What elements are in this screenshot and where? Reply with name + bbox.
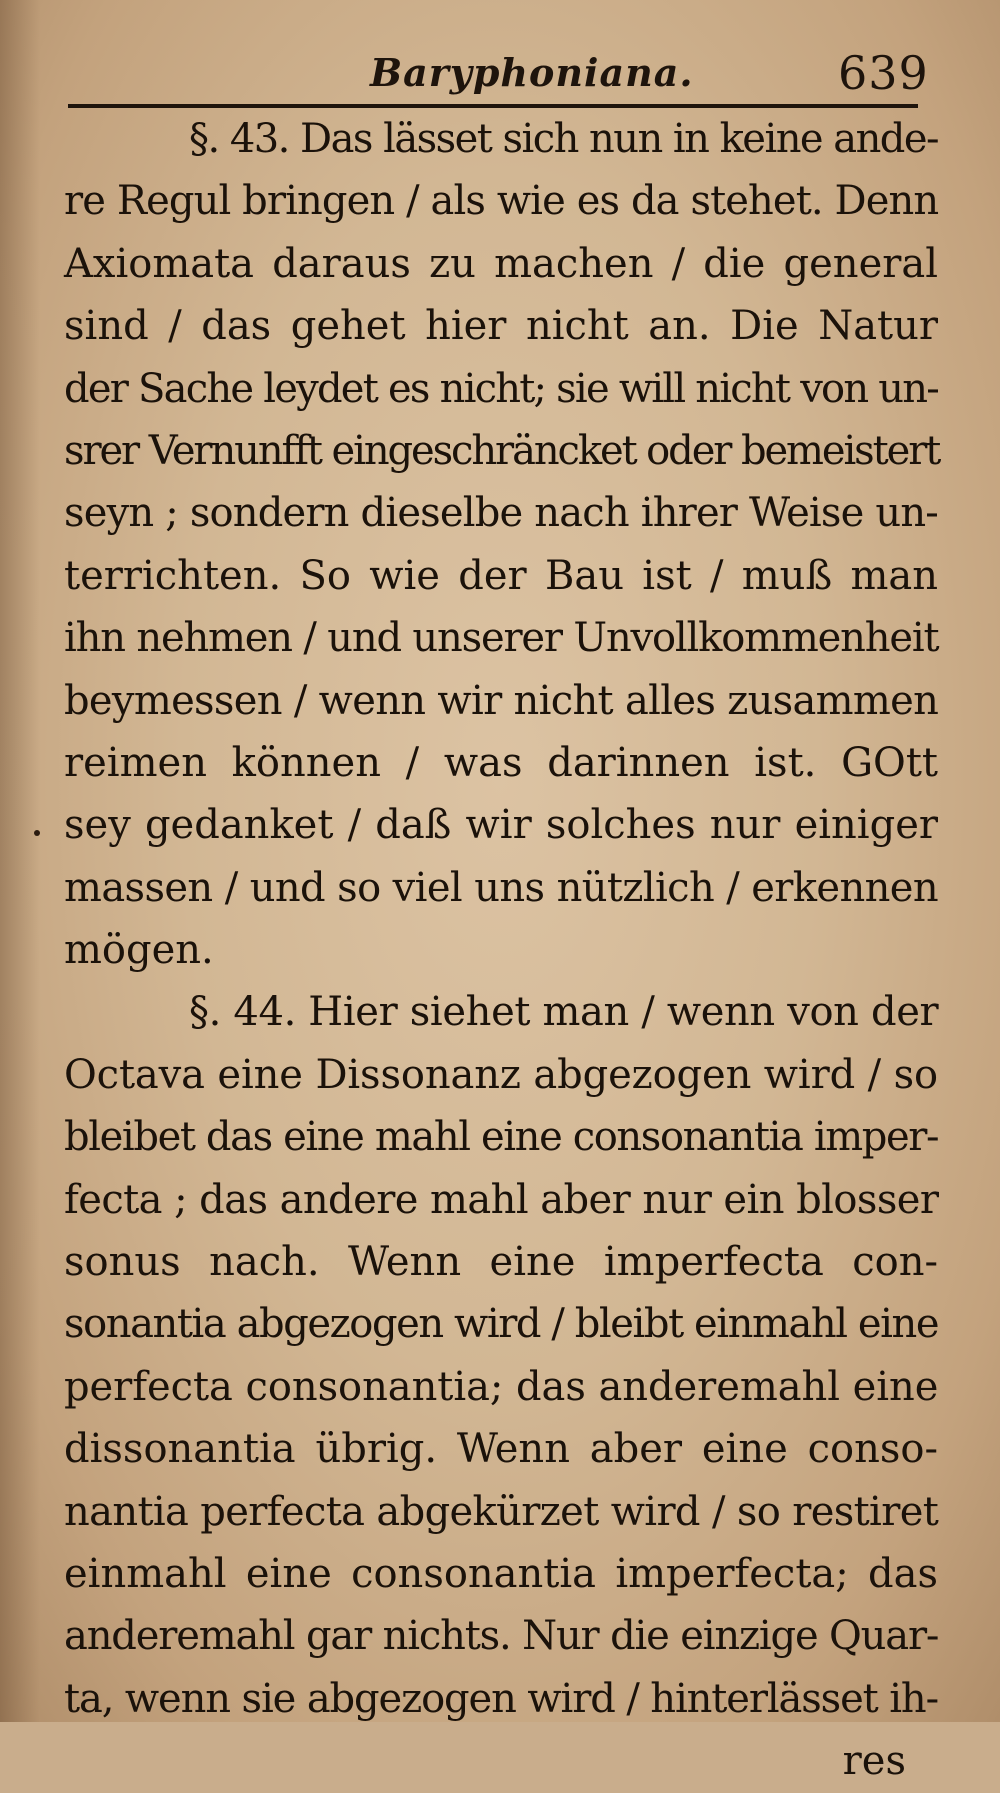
running-title: Baryphoniana.	[370, 50, 694, 95]
text-line: terrichten. So wie der Bau ist / muß man	[64, 552, 938, 599]
text-line: mögen.	[64, 927, 214, 974]
body-text	[64, 108, 938, 1793]
text-line: Axiomata daraus zu machen / die general	[64, 240, 938, 287]
text-line: perfecta consonantia; das anderemahl eine	[64, 1363, 939, 1410]
text-line: dissonantia übrig. Wenn aber eine conso-	[64, 1426, 938, 1473]
text-line: reimen können / was darinnen ist. GOtt	[64, 739, 938, 786]
text-line: sonantia abgezogen wird / bleibt einmahl eine	[64, 1301, 939, 1348]
text-line: sonus nach. Wenn eine imperfecta con-	[64, 1239, 938, 1286]
text-line: §. 44. Hier siehet man / wenn von der	[189, 989, 939, 1036]
text-line: beymessen / wenn wir nicht alles zusammen	[64, 677, 939, 724]
ink-speck	[34, 830, 40, 836]
text-line: ihn nehmen / und unserer Unvollkommenheit	[64, 615, 939, 662]
text-line: ta, wenn sie abgezogen wird / hinterlässet ih-	[64, 1675, 938, 1722]
text-line: sey gedanket / daß wir solches nur einiger	[64, 802, 938, 849]
text-line: bleibet das eine mahl eine consonantia imper-	[64, 1114, 939, 1161]
text-line: anderemahl gar nichts. Nur die einzige Quar-	[64, 1613, 939, 1660]
running-head	[0, 42, 1000, 112]
text-line: der Sache leydet es nicht; sie will nicht von un-	[64, 365, 938, 412]
gutter-shadow	[0, 0, 40, 1722]
text-line: einmahl eine consonantia imperfecta; das	[64, 1550, 938, 1597]
text-line: srer Vernunfft eingeschräncket oder bemeistert	[64, 427, 940, 474]
page-number: 639	[838, 46, 929, 100]
text-line: §. 43. Das lässet sich nun in keine ande-	[189, 116, 938, 162]
text-line: Octava eine Dissonanz abgezogen wird / so	[64, 1051, 938, 1098]
text-line: nantia perfecta abgekürzet wird / so restiret	[64, 1488, 939, 1535]
text-line: massen / und so viel uns nützlich / erkennen	[64, 864, 938, 911]
catchword: res	[842, 1738, 906, 1785]
text-line: seyn ; sondern dieselbe nach ihrer Weise un-	[64, 490, 938, 537]
text-line: sind / das gehet hier nicht an. Die Natur	[64, 303, 938, 350]
text-line: fecta ; das andere mahl aber nur ein blosser	[64, 1176, 939, 1223]
text-line: re Regul bringen / als wie es da stehet. Denn	[64, 178, 939, 225]
